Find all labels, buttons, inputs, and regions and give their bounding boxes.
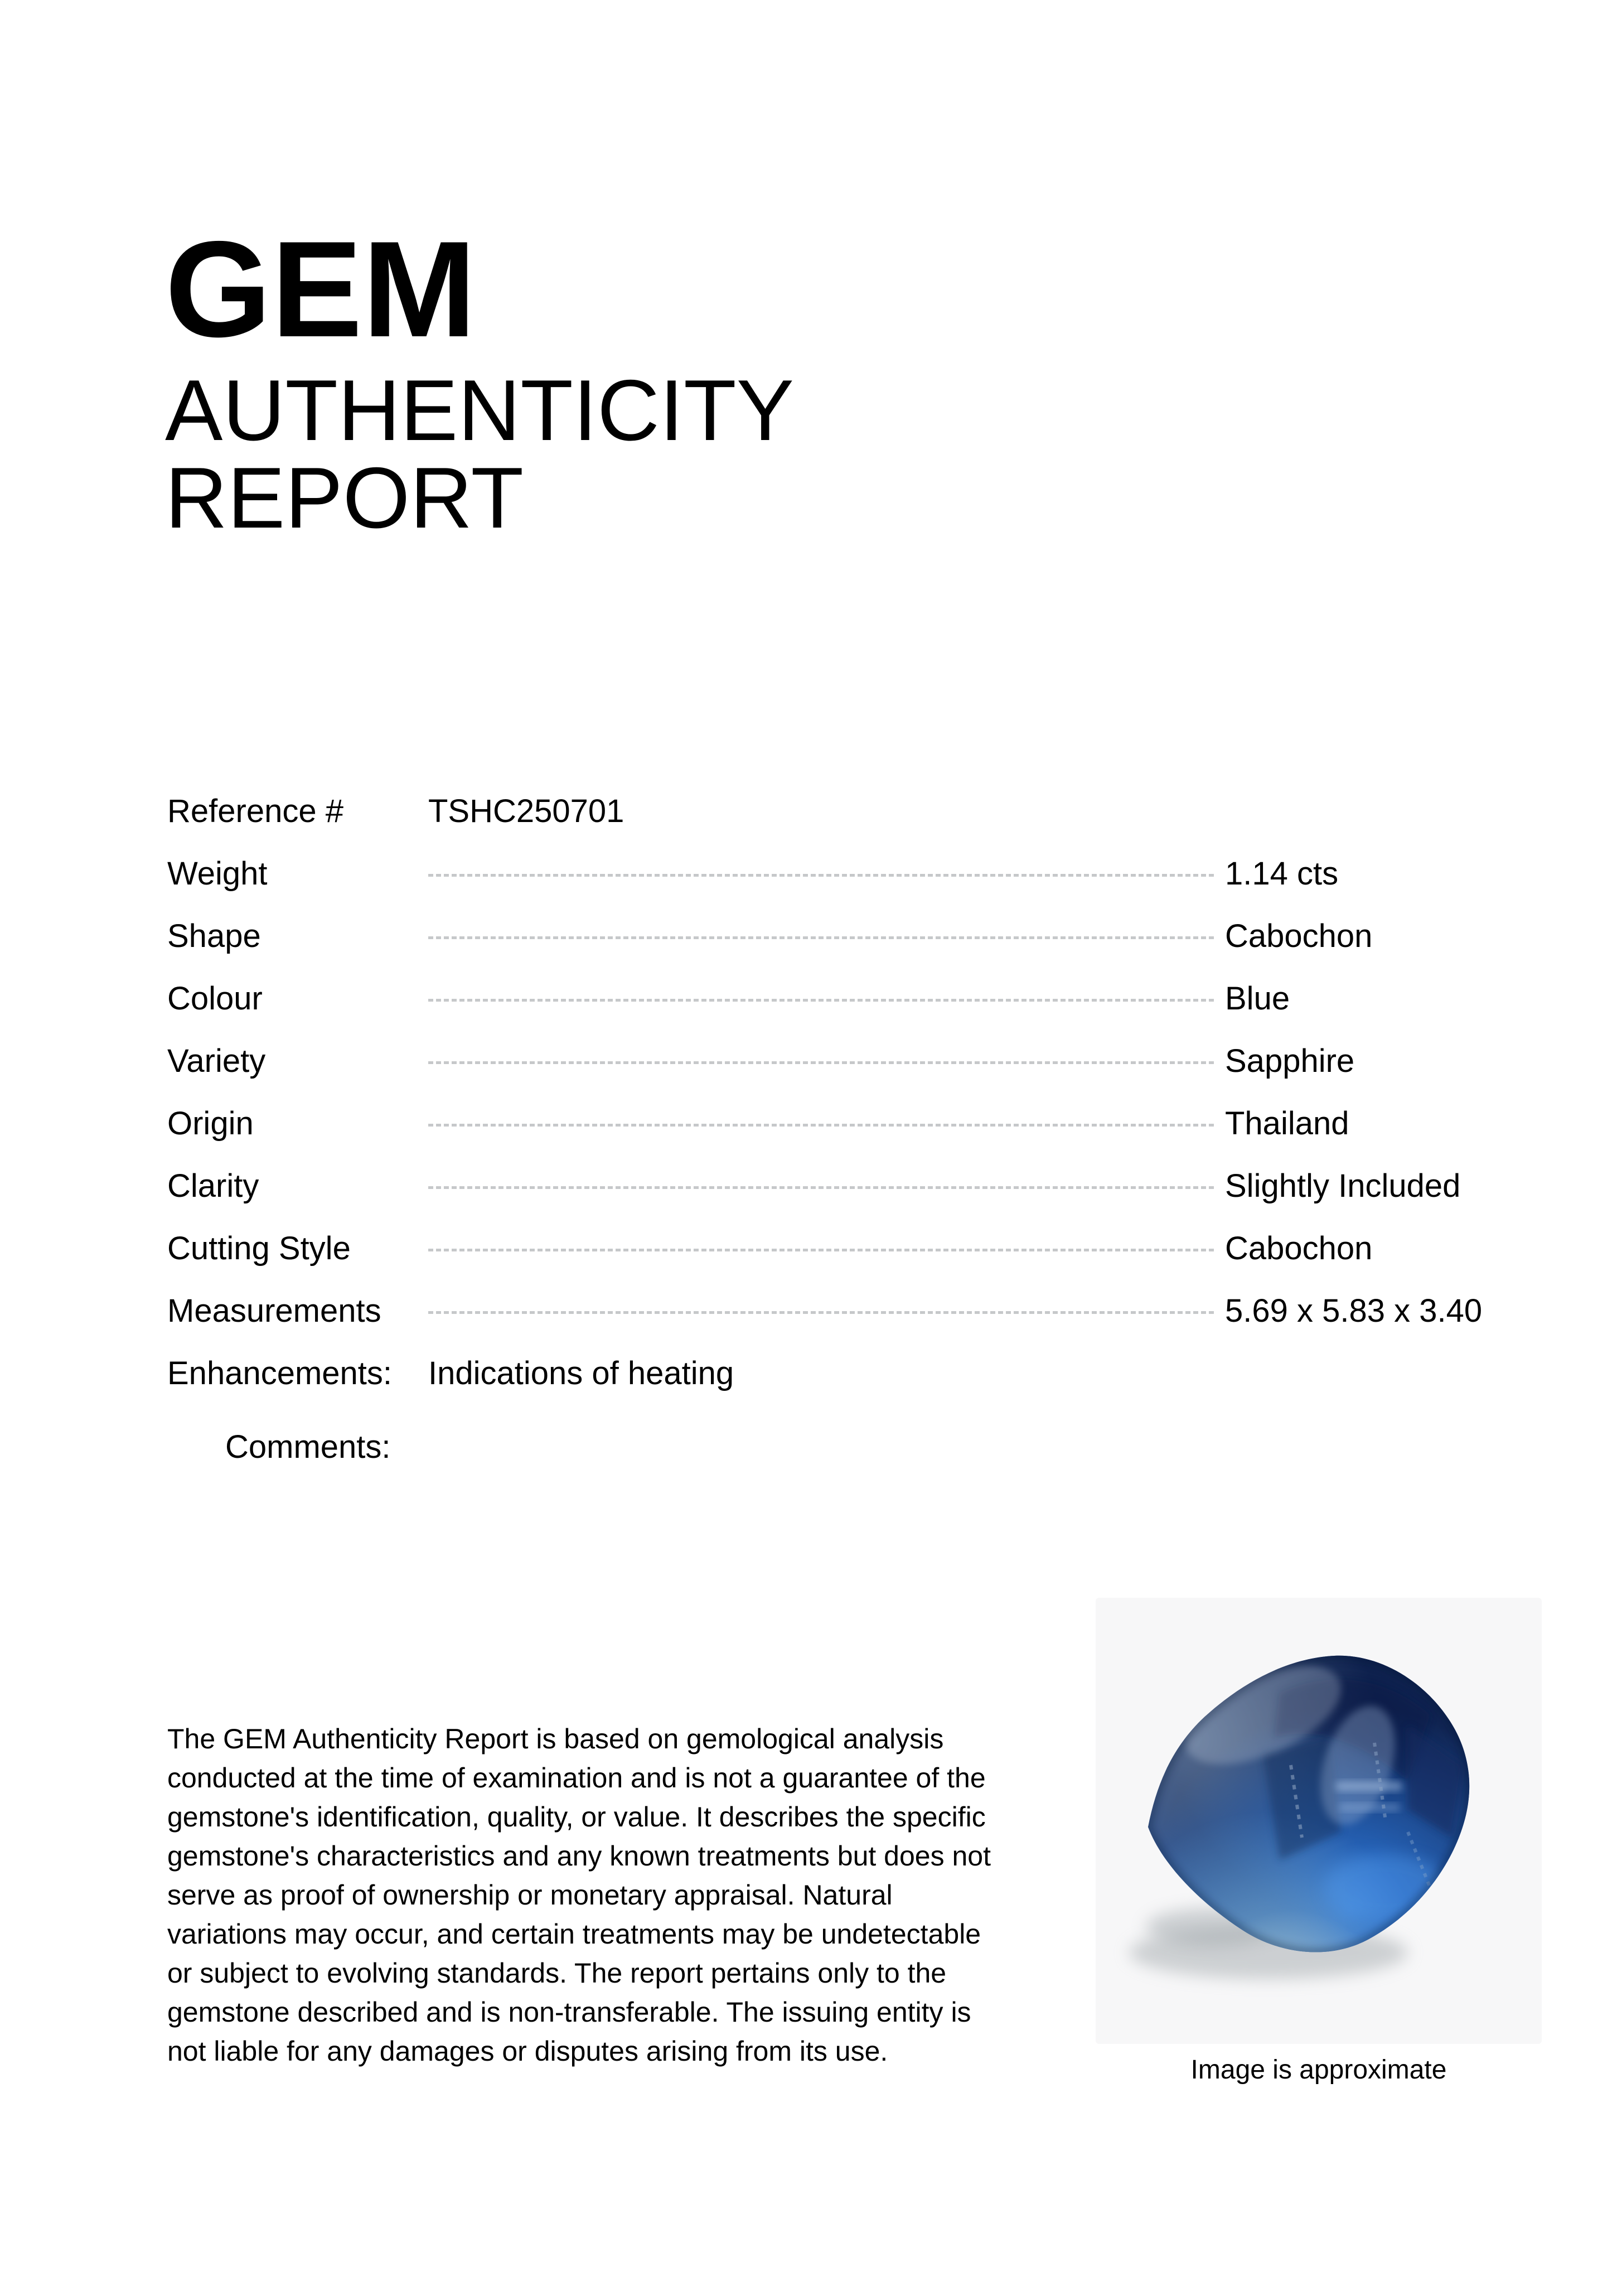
field-label-origin: Origin: [167, 1105, 254, 1142]
field-row-variety: [167, 1045, 1466, 1084]
field-label-shape: Shape: [167, 918, 261, 954]
field-row-comments: [167, 1431, 1466, 1470]
field-value-enhancements: Indications of heating: [428, 1355, 734, 1391]
field-label-enhancements: Enhancements:: [167, 1355, 393, 1391]
report-title: GEM: [165, 212, 477, 365]
field-row-colour: [167, 980, 1466, 1022]
field-label-colour: Colour: [167, 980, 263, 1017]
field-row-cutting-style: [167, 1232, 1466, 1272]
field-label-measurements: Measurements: [167, 1293, 381, 1329]
field-value-shape: Cabochon: [1225, 918, 1373, 954]
dotted-leader: [428, 1311, 1216, 1314]
field-value-clarity: Slightly Included: [1225, 1168, 1461, 1204]
field-row-clarity: [167, 1170, 1466, 1209]
field-value-colour: Blue: [1225, 980, 1290, 1017]
field-row-weight: [167, 855, 1466, 897]
field-row-shape: [167, 920, 1466, 959]
dotted-leader: [428, 1249, 1216, 1251]
field-label-cutting-style: Cutting Style: [167, 1230, 351, 1267]
gem-photo: [1096, 1598, 1542, 2044]
field-label-clarity: Clarity: [167, 1168, 259, 1204]
field-row-reference: [167, 795, 1466, 834]
field-label-variety: Variety: [167, 1043, 266, 1079]
field-row-origin: [167, 1105, 1466, 1147]
disclaimer-text: The GEM Authenticity Report is based on gemological analysis conducted at the time of examination and is not a guarantee of the gemstone's identification, quality, or value. It describes the specific gemstone's characteristics and any known treatments but does not serve as proof of ownership or monetary appraisal. Natural variations may occur, and certain treatments may be undetectable or subject to evolving standards. The report pertains only to the gemstone described and is non-transferable. The issuing entity is not liable for any damages or disputes arising from its use.: [167, 1723, 991, 2067]
field-value-variety: Sapphire: [1225, 1043, 1355, 1079]
field-row-measurements: [167, 1293, 1483, 1334]
field-value-reference: TSHC250701: [428, 793, 624, 829]
field-label-weight: Weight: [167, 855, 268, 892]
report-subtitle: AUTHENTICITY REPORT: [165, 362, 793, 546]
dotted-leader: [428, 1186, 1216, 1189]
photo-caption: Image is approximate: [1190, 2055, 1447, 2085]
field-value-measurements: 5.69 x 5.83 x 3.40: [1225, 1293, 1483, 1329]
field-value-origin: Thailand: [1225, 1105, 1349, 1142]
dotted-leader: [428, 936, 1216, 939]
field-value-cutting-style: Cabochon: [1225, 1230, 1373, 1267]
gem-image: [1096, 1598, 1542, 2044]
field-value-weight: 1.14 cts: [1225, 855, 1339, 892]
dotted-leader: [428, 999, 1216, 1002]
dotted-leader: [428, 1061, 1216, 1064]
field-label-reference: Reference #: [167, 793, 343, 829]
dotted-leader: [428, 874, 1216, 877]
dotted-leader: [428, 1124, 1216, 1127]
field-label-comments: Comments:: [225, 1429, 391, 1465]
field-row-enhancements: [167, 1357, 1466, 1396]
fields-table: [167, 0, 1483, 1562]
